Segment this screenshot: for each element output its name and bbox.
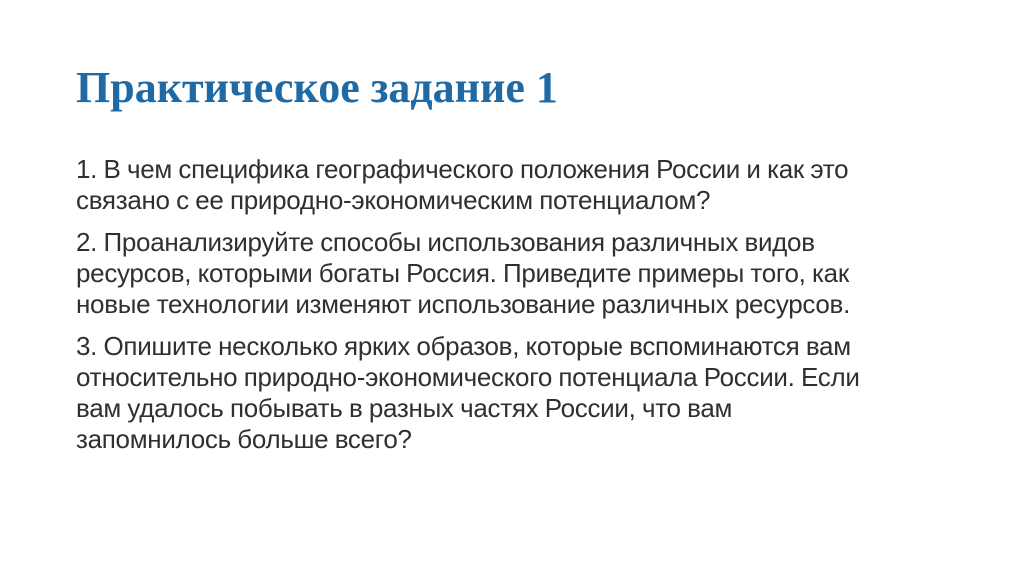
task-line: ресурсов, которыми богаты Россия. Приведите примеры того, как <box>76 258 849 288</box>
task-list <box>76 154 976 466</box>
task-line: связано с ее природно-экономическим потенциалом? <box>76 185 711 215</box>
task-line: относительно природно-экономического потенциала России. Если <box>76 362 860 392</box>
task-line: 2. Проанализируйте способы использования различных видов <box>76 227 815 257</box>
task-item-2 <box>76 227 976 320</box>
task-item-3 <box>76 331 976 455</box>
task-line: запомнилось больше всего? <box>76 424 412 454</box>
task-line: новые технологии изменяют использование различных ресурсов. <box>76 289 850 319</box>
task-line: вам удалось побывать в разных частях России, что вам <box>76 393 733 423</box>
task-line: 3. Опишите несколько ярких образов, которые вспоминаются вам <box>76 331 851 361</box>
task-line: 1. В чем специфика географического положения России и как это <box>76 154 849 184</box>
task-item-1 <box>76 154 976 216</box>
slide-title: Практическое задание 1 <box>76 63 558 112</box>
